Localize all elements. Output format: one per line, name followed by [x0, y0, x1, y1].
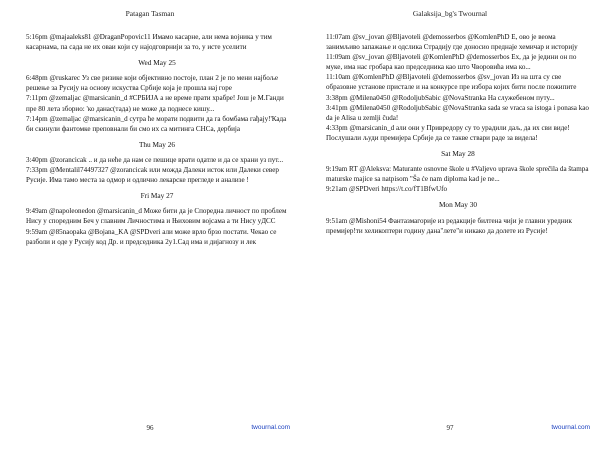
date-heading: Sat May 28 [441, 149, 475, 159]
tweet-entry: 11:09am @sv_jovan @Bljavoteli @KomlenPhD @demosserbos Ех, да је једини он по муке, има нас гробара као председника као што Чворовића има ко... [326, 53, 577, 72]
right-section [326, 200, 590, 235]
tweet-entry: 7:14pm @zemaljac @marsicanin_d сутра ће морати подвити да га бомбама гађају!'Када би скинули фантомке преповнали би смо их са митинга СНСа, дербија [26, 114, 287, 133]
tweet-entry: 9:51am @Mishoni54 Фантазмагорије из редакције билтена чији је главни уредник премијер!ти хеликоптери годину дана"лете"и никако да долете из Русије! [326, 216, 572, 235]
tweet-entry: 9:21am @SPDveri https://t.co/fT1BfwUfo [326, 185, 448, 194]
left-section [26, 191, 288, 246]
right-section [326, 32, 590, 143]
tweet-entry: 3:40pm @zorancicak .. и да неће да нам се пешице врати одатле и да се храни уз пут... [26, 155, 284, 164]
right-running-head: Galaksija_bg's Twournal [412, 9, 488, 18]
tweet-entry: 9:49am @napoleonedon @marsicanin_d Може бити да је Споредна личност по проблем Нису у споредним Беч у главним Личностима и Њиховим војсама а ти Нису уДСС [26, 207, 287, 226]
right-section [326, 149, 590, 194]
tweet-entry: 9:19am RT @Aleksva: Maturante osnovne škole u #Valjevo uprava škole sprečila da štampa maturske majice sa natpisom "Ša će nam diploma kad je ne... [326, 165, 589, 184]
left-footer [4, 424, 296, 434]
left-section [26, 32, 288, 52]
tweet-entry: 6:48pm @ruskarec Уз све ризике који објективно постоје, план 2 је по мени најбоље решење за Русију на основу искуства Србије која је прошла нај горе [26, 74, 279, 93]
left-page-content [26, 32, 288, 247]
left-page [4, 0, 296, 450]
right-footer [304, 424, 596, 434]
right-page [304, 0, 596, 450]
tweet-entry: 3:41pm @Milena0450 @RodoljubSabic @NovaStranka sada se vraca sa istoga i ponasa kao da je Alisa u zemlji čuda! [326, 103, 589, 122]
right-page-content [326, 32, 590, 236]
tweet-entry: 7:33pm @Mentalil74497327 @zorancicak или можда Далеки исток или Далеки север Русије. Има тамо места за одмор и одлично лекарске прегледе и анализе ! [26, 166, 279, 185]
tweet-entry: 5:16pm @majaaleks81 @DraganPopovic11 Имамо касарне, али нема војника у тим касарнама, па сада не их оваи који су најодговрнији за то, у исте уселити [26, 33, 272, 52]
date-heading: Fri May 27 [140, 191, 174, 201]
date-heading: Wed May 25 [138, 58, 176, 68]
tweet-entry: 11:10am @KomlenPhD @Bljavoteli @demosserbos @sv_jovan Из на шта су све образовне установе пристале и на конкурсе пре избора којих бити после пожипите [326, 73, 577, 92]
tweet-entry: 3:38pm @Milena0450 @RodoljubSabic @NovaStranka На служебеном путу... [326, 93, 555, 102]
tweet-entry: 4:33pm @marsicanin_d али они у Привредору су то урадили даљ, да их сви виде! Послушали људи премијера Србије да се такве ствари раде за видела! [326, 123, 570, 142]
left-section [26, 58, 288, 134]
footer-site-link[interactable]: twournal.com [251, 424, 290, 431]
page-number: 96 [146, 424, 154, 432]
tweet-entry: 11:07am @sv_jovan @Bljavoteli @demosserbos @KomlenPhD Е, ово је веома занимљиво запажање и одслика Страдију где доносио преднаје хемичар и историју [326, 33, 578, 52]
page-number: 97 [446, 424, 454, 432]
date-heading: Mon May 30 [438, 200, 478, 210]
left-section [26, 140, 288, 185]
left-running-head: Patagan Tasman [125, 9, 175, 18]
tweet-entry: 7:11pm @zemaljac @marsicanin_d #СРБИЈА а не време прати храбре! Још је М.Ганди пре 80 лета зборио: 'ко данас(тада) не може да поднесе кишу... [26, 94, 284, 113]
date-heading: Thu May 26 [138, 139, 176, 149]
footer-site-link[interactable]: twournal.com [551, 424, 590, 431]
tweet-entry: 9:59am @85naopaka @Bojana_KA @SPDveri али може врло брзо постати. Чекао се разболи и оде у Русију код Др. и председника 2у1.Сад има и дијагнозу и лек [26, 227, 277, 246]
